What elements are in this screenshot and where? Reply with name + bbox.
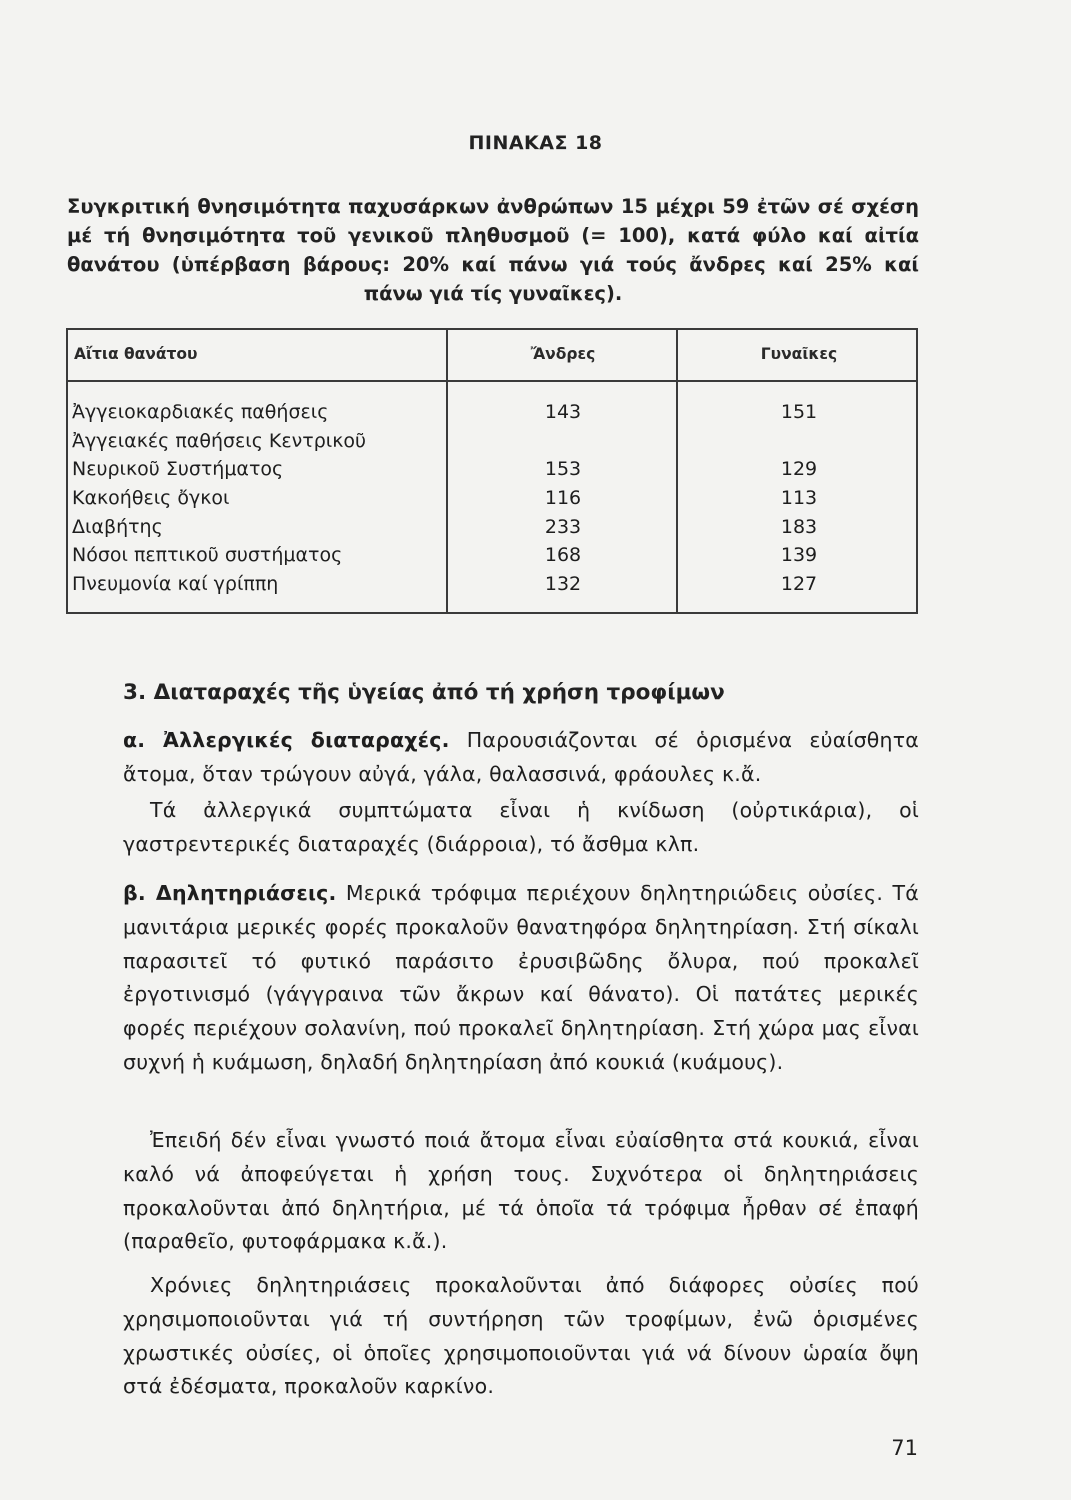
paragraph-text: Μερικά τρόφιμα περιέχουν δηλητηριώδεις οὐσίες. Τά μανιτάρια μερικές φορές προκαλοῦν θανατηφόρα δηλητηρίαση. Στή σίκαλι παρασιτεῖ τό φυτικό παράσιτο ἐρυσιβῶδης ὄλυρα, πού προκαλεῖ ἐργοτινισμό (γάγγραινα τῶν ἄκρων καί θάνατο). Οἱ πατάτες μερικές φορές περιέχουν σολανίνη, πού προκαλεῖ δηλητηρίαση. Στή χώρα μας εἶναι συχνή ἡ κυάμωση, δηλαδή δηλητηρίαση ἀπό κουκιά (κυάμους). bbox=[123, 881, 919, 1074]
section-heading: 3. Διαταραχές τῆς ὑγείας ἀπό τή χρήση τροφίμων bbox=[123, 680, 725, 705]
cause-cell: Νευρικοῦ Συστήματος bbox=[72, 458, 284, 481]
cause-cell: Διαβήτης bbox=[72, 515, 163, 538]
paragraph-text: Τά ἀλλεργικά συμπτώματα εἶναι ἡ κνίδωση (οὐρτικάρια), οἱ γαστρεντερικές διαταραχές (διάρροια), τό ἄσθμα κλπ. bbox=[123, 798, 919, 856]
table-row bbox=[68, 398, 916, 427]
paragraph-text: Χρόνιες δηλητηριάσεις προκαλοῦνται ἀπό διάφορες οὐσίες πού χρησιμοποιοῦνται γιά τή συντήρηση τῶν τροφίμων, ἐνῶ ὁρισμένες χρωστικές οὐσίες, οἱ ὁποῖες χρησιμοποιοῦνται γιά νά δίνουν ὡραία ὄψη στά ἐδέσματα, προκαλοῦν καρκίνο. bbox=[123, 1273, 919, 1399]
cause-cell: Κακοήθεις ὄγκοι bbox=[72, 487, 230, 510]
paragraph-allergies bbox=[123, 724, 919, 792]
header-men: Ἄνδρες bbox=[530, 345, 596, 363]
table-caption: Συγκριτική θνησιμότητα παχυσάρκων ἀνθρώπων 15 μέχρι 59 ἐτῶν σέ σχέση μέ τή θνησιμότητα τοῦ γενικοῦ πληθυσμοῦ (= 100), κατά φύλο καί αἰτία θανάτου (ὑπέρβαση βάρους: 20% καί πάνω γιά τούς ἄνδρες καί 25% καί πάνω γιά τίς γυναῖκες). bbox=[67, 195, 919, 305]
paragraph-text: Ἐπειδή δέν εἶναι γνωστό ποιά ἄτομα εἶναι εὐαίσθητα στά κουκιά, εἶναι καλό νά ἀποφεύγεται ἡ χρήση τους. Συχνότερα οἱ δηλητηριάσεις προκαλοῦνται ἀπό δηλητήρια, μέ τά ὁποῖα τά τρόφιμα ἦρθαν σέ ἐπαφή (παραθεῖο, φυτοφάρμακα κ.ἄ.). bbox=[123, 1128, 919, 1254]
paragraph-lead: β. Δηλητηριάσεις. bbox=[123, 881, 337, 905]
men-cell: 116 bbox=[544, 487, 582, 510]
women-cell: 183 bbox=[780, 515, 818, 538]
men-cell: 153 bbox=[544, 458, 582, 481]
page-number: 71 bbox=[891, 1436, 918, 1460]
women-cell: 151 bbox=[780, 401, 818, 423]
header-women: Γυναῖκες bbox=[760, 345, 838, 363]
table-row bbox=[68, 484, 916, 513]
paragraph-poisonings bbox=[123, 877, 919, 1080]
paragraph-broad-beans bbox=[123, 1124, 919, 1259]
women-cell: 127 bbox=[780, 573, 818, 596]
cause-cell: Πνευμονία καί γρίππη bbox=[72, 573, 279, 596]
cause-cell: Ἀγγειακές παθήσεις Κεντρικοῦ bbox=[72, 429, 367, 452]
paragraph-chronic-poisonings bbox=[123, 1269, 919, 1404]
men-cell: 168 bbox=[544, 544, 582, 567]
women-cell: 129 bbox=[780, 458, 818, 481]
table-row bbox=[68, 570, 916, 599]
men-cell: 233 bbox=[544, 515, 582, 538]
cause-cell: Ἀγγειοκαρδιακές παθήσεις bbox=[72, 401, 329, 423]
mortality-table bbox=[66, 328, 918, 614]
paragraph-text: Παρουσιάζονται σέ ὁρισμένα εὐαίσθητα ἄτομα, ὅταν τρώγουν αὐγά, γάλα, θαλασσινά, φράουλες κ.ἄ. bbox=[123, 728, 919, 786]
men-cell: 143 bbox=[544, 401, 582, 423]
table-body bbox=[68, 398, 916, 599]
header-cause: Αἴτια θανάτου bbox=[74, 345, 198, 363]
table-row bbox=[68, 541, 916, 570]
women-cell: 139 bbox=[780, 544, 818, 567]
men-cell: 132 bbox=[544, 573, 582, 596]
cause-cell: Νόσοι πεπτικοῦ συστήματος bbox=[72, 544, 343, 567]
table-row bbox=[68, 427, 916, 456]
table-row bbox=[68, 513, 916, 542]
table-row bbox=[68, 455, 916, 484]
paragraph-allergy-symptoms bbox=[123, 794, 919, 862]
table-title: ΠΙΝΑΚΑΣ 18 bbox=[468, 132, 603, 154]
women-cell: 113 bbox=[780, 487, 818, 510]
header-divider bbox=[68, 380, 916, 382]
paragraph-lead: α. Ἀλλεργικές διαταραχές. bbox=[123, 728, 450, 752]
